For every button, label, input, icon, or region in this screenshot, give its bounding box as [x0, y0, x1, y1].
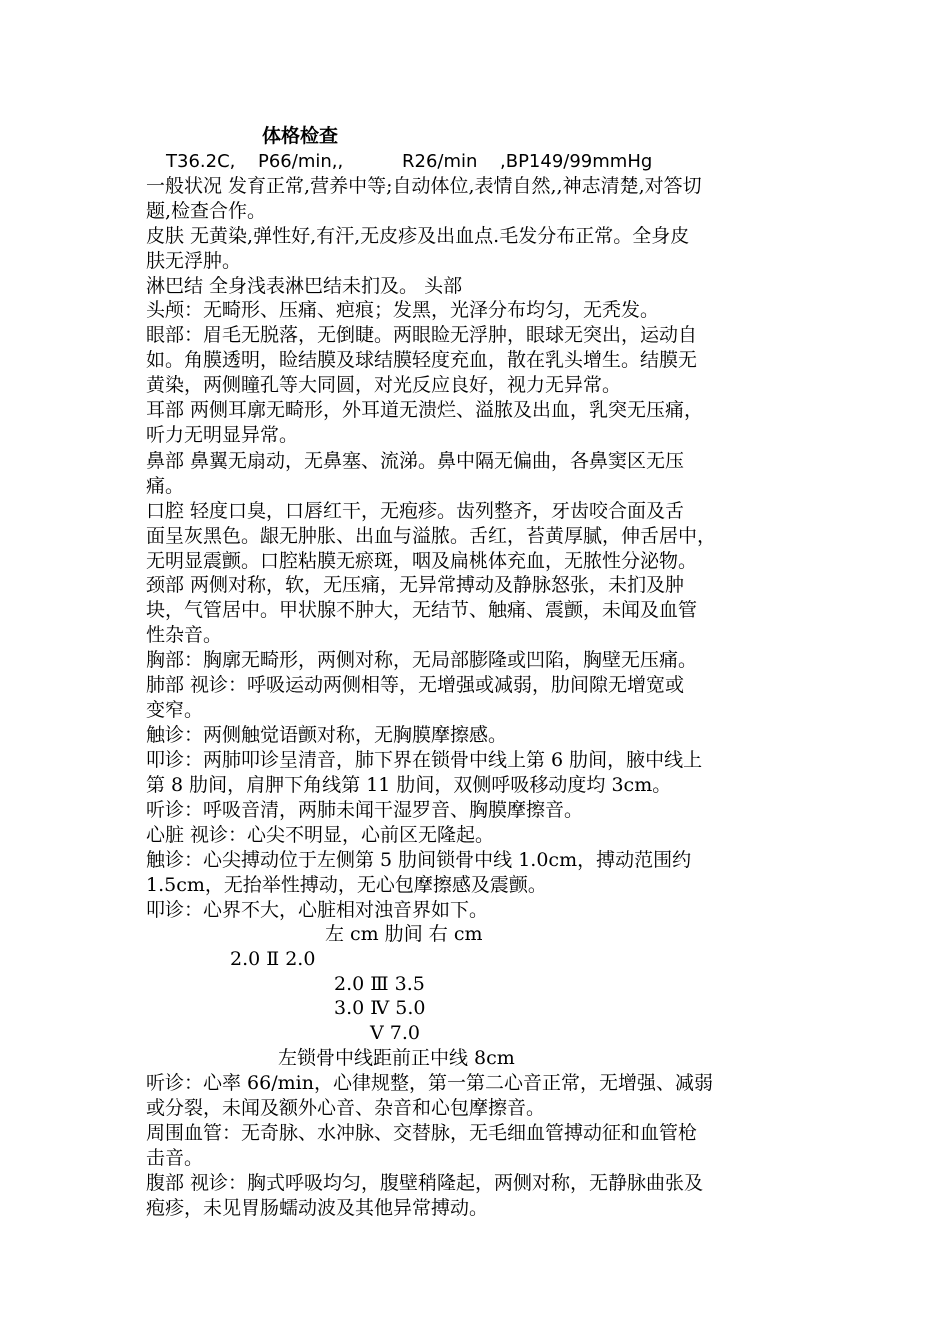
- dullness-table-note: 左锁骨中线距前正中线 8cm: [278, 1047, 515, 1069]
- text-line: 痛。: [146, 475, 185, 497]
- text-line: 头颅：无畸形、压痛、疤痕；发黑，光泽分布均匀，无秃发。: [146, 299, 660, 321]
- text-line: 块，气管居中。甲状腺不肿大，无结节、触痛、震颤，未闻及血管: [146, 599, 698, 621]
- text-line: 皮肤 无黄染,弹性好,有汗,无皮疹及出血点.毛发分布正常。全身皮: [146, 225, 690, 247]
- text-line: 性杂音。: [146, 624, 223, 646]
- text-line: 击音。: [146, 1147, 204, 1169]
- text-line: 触诊：两侧触觉语颤对称，无胸膜摩擦感。: [146, 724, 508, 746]
- text-line: 听诊：呼吸音清，两肺未闻干湿罗音、胸膜摩擦音。: [146, 799, 584, 821]
- text-line: 黄染，两侧瞳孔等大同圆，对光反应良好，视力无异常。: [146, 374, 622, 396]
- text-line: 无明显震颤。口腔粘膜无瘀斑，咽及扁桃体充血，无脓性分泌物。: [146, 550, 698, 572]
- dullness-table-header: 左 cm 肋间 右 cm: [325, 923, 483, 945]
- text-line: 听力无明显异常。: [146, 424, 299, 446]
- text-line: 一般状况 发育正常,营养中等;自动体位,表情自然,,神志清楚,对答切: [146, 175, 702, 197]
- text-line: 题,检查合作。: [146, 200, 267, 222]
- dullness-table-row: 2.0 Ⅲ 3.5: [334, 973, 425, 995]
- text-line: 口腔 轻度口臭，口唇红干，无疱疹。齿列整齐，牙齿咬合面及舌: [146, 500, 685, 522]
- document-title: 体格检查: [262, 125, 339, 147]
- vital-respiration: R26/min: [402, 151, 478, 172]
- dullness-table-row: 2.0 Ⅱ 2.0: [230, 948, 316, 970]
- text-line: 或分裂，未闻及额外心音、杂音和心包摩擦音。: [146, 1097, 546, 1119]
- text-line: 肺部 视诊：呼吸运动两侧相等，无增强或减弱，肋间隙无增宽或: [146, 674, 685, 696]
- text-line: 心脏 视诊：心尖不明显，心前区无隆起。: [146, 824, 495, 846]
- text-line: 叩诊：两肺叩诊呈清音，肺下界在锁骨中线上第 6 肋间，腋中线上: [146, 749, 703, 771]
- dullness-table-row: 3.0 Ⅳ 5.0: [334, 997, 426, 1019]
- text-line: 颈部 两侧对称，软，无压痛，无异常搏动及静脉怒张，未扪及肿: [146, 574, 685, 596]
- text-line: 触诊：心尖搏动位于左侧第 5 肋间锁骨中线 1.0cm，搏动范围约: [146, 849, 692, 871]
- text-line: 1.5cm，无抬举性搏动，无心包摩擦感及震颤。: [146, 874, 547, 896]
- text-line: 耳部 两侧耳廓无畸形，外耳道无溃烂、溢脓及出血，乳突无压痛，: [146, 399, 704, 421]
- text-line: 眼部：眉毛无脱落，无倒睫。两眼睑无浮肿，眼球无突出，运动自: [146, 324, 698, 346]
- text-line: 周围血管：无奇脉、水冲脉、交替脉，无毛细血管搏动征和血管枪: [146, 1122, 698, 1144]
- text-line: 肤无浮肿。: [146, 250, 242, 272]
- text-line: 疱疹，未见胃肠蠕动波及其他异常搏动。: [146, 1197, 489, 1219]
- vital-pulse: P66/min,,: [258, 151, 344, 172]
- text-line: 变窄。: [146, 699, 204, 721]
- dullness-table-row: Ⅴ 7.0: [370, 1022, 420, 1044]
- text-line: 腹部 视诊：胸式呼吸均匀，腹壁稍隆起，两侧对称，无静脉曲张及: [146, 1172, 704, 1194]
- vital-blood-pressure: ,BP149/99mmHg: [500, 151, 653, 172]
- text-line: 听诊：心率 66/min，心律规整，第一第二心音正常，无增强、减弱: [146, 1072, 713, 1094]
- vital-temperature: T36.2C,: [166, 151, 236, 172]
- text-line: 胸部：胸廓无畸形，两侧对称，无局部膨隆或凹陷，胸壁无压痛。: [146, 649, 698, 671]
- text-line: 叩诊：心界不大，心脏相对浊音界如下。: [146, 899, 489, 921]
- text-line: 淋巴结 全身浅表淋巴结未扪及。 头部: [146, 275, 463, 297]
- text-line: 第 8 肋间，肩胛下角线第 11 肋间，双侧呼吸移动度均 3cm。: [146, 774, 672, 796]
- text-line: 鼻部 鼻翼无扇动，无鼻塞、流涕。鼻中隔无偏曲，各鼻窦区无压: [146, 450, 685, 472]
- text-line: 如。角膜透明，睑结膜及球结膜轻度充血，散在乳头增生。结膜无: [146, 349, 698, 371]
- text-line: 面呈灰黑色。龈无肿胀、出血与溢脓。舌红，苔黄厚腻，伸舌居中，: [146, 525, 717, 547]
